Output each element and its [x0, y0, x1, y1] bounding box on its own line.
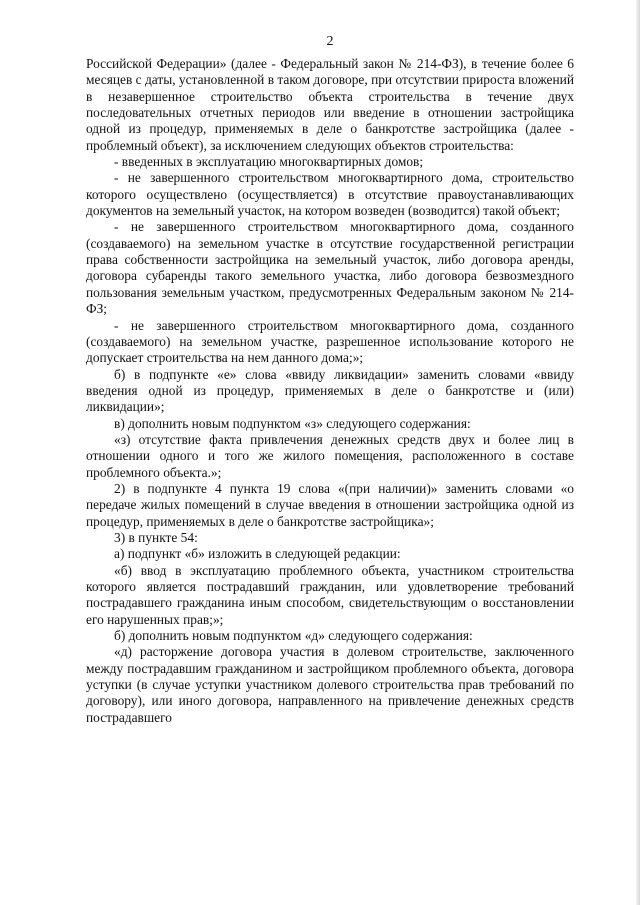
- paragraph: - не завершенного строительством многоквартирного дома, строительство которого осуществлено (осуществляется) в отсутствие правоустанавливающих документов на земельный участок, на котором возведен (возводится) такой объект;: [86, 170, 574, 219]
- paragraph: б) дополнить новым подпунктом «д» следующего содержания:: [114, 628, 473, 644]
- paragraph: - не завершенного строительством многоквартирного дома, созданного (создаваемого) на земельном участке в отсутствие государственной регистрации права собственности застройщика на земельный участок, либо договора аренды, договора субаренды такого земельного участка, либо договора безвозмездного пользования земельным участком, предусмотренных Федеральным законом № 214-ФЗ;: [86, 219, 574, 317]
- paragraph: - введенных в эксплуатацию многоквартирных домов;: [114, 154, 424, 170]
- page-number: 2: [326, 34, 334, 49]
- paragraph: «д) расторжение договора участия в долевом строительстве, заключенного между пострадавшим гражданином и застройщиком проблемного объекта, договора уступки (в случае уступки участником долевого строительства прав требований по договору), или иного договора, направленного на привлечение денежных средств пострадавшего: [86, 644, 574, 725]
- scan-edge-shadow: [636, 0, 640, 905]
- paragraph: - не завершенного строительством многоквартирного дома, созданного (создаваемого) на земельном участке, разрешенное использование которого не допускает строительства на нем данного дома;»;: [86, 317, 574, 366]
- paragraph: б) в подпункте «е» слова «ввиду ликвидации» заменить словами «ввиду введения одной из процедур, применяемых в деле о банкротстве и (или) ликвидации»;: [86, 366, 574, 415]
- paragraph: Российской Федерации» (далее - Федеральный закон № 214-ФЗ), в течение более 6 месяцев с даты, установленной в таком договоре, при отсутствии прироста вложений в незавершенное строительство объекта строительства в течение двух последовательных отчетных периодов или введение в отношении застройщика одной из процедур, применяемых в деле о банкротстве застройщика (далее - проблемный объект), за исключением следующих объектов строительства:: [86, 56, 574, 153]
- paragraph: «б) ввод в эксплуатацию проблемного объекта, участником строительства которого является пострадавший гражданин, или удовлетворение требований пострадавшего гражданина иным способом, свидетельствующим о восстановлении его нарушенных прав;»;: [86, 562, 574, 627]
- paragraph: а) подпункт «б» изложить в следующей редакции:: [114, 546, 401, 562]
- paragraph: «з) отсутствие факта привлечения денежных средств двух и более лиц в отношении одного и того же жилого помещения, расположенного в составе проблемного объекта.»;: [86, 431, 574, 480]
- document-body: [86, 56, 574, 726]
- paragraph: 3) в пункте 54:: [114, 529, 198, 545]
- paragraph: 2) в подпункте 4 пункта 19 слова «(при наличии)» заменить словами «о передаче жилых помещений в случае введения в отношении застройщика одной из процедур, применяемых в деле о банкротстве застройщика»;: [86, 480, 574, 529]
- paragraph: в) дополнить новым подпунктом «з» следующего содержания:: [114, 415, 471, 431]
